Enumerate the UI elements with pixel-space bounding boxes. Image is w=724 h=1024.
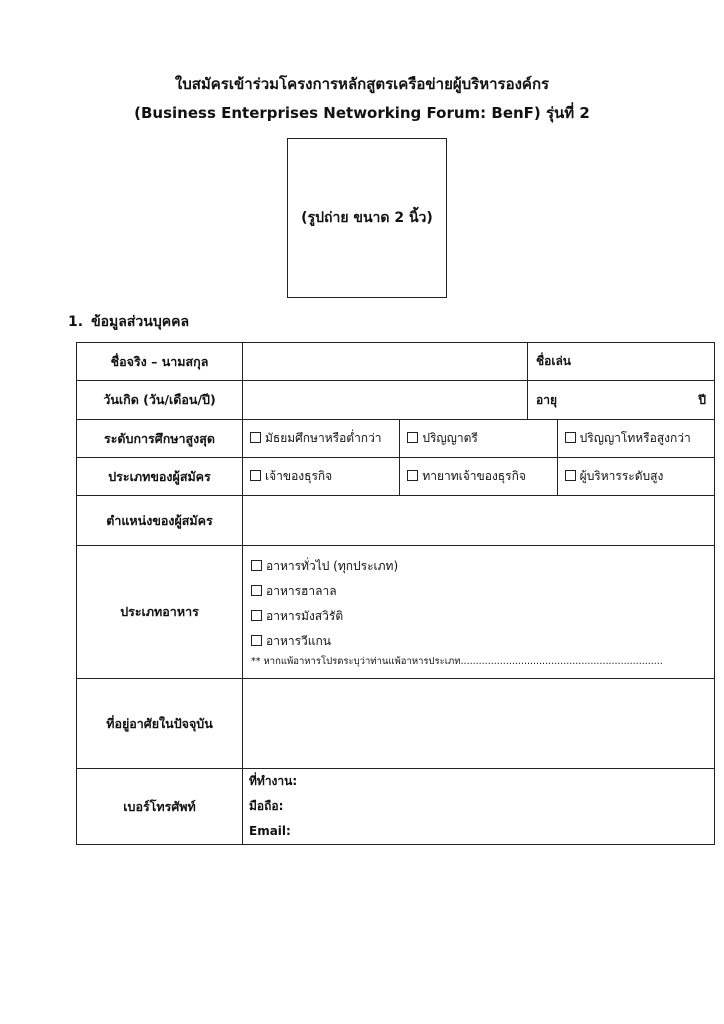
- table-row-name: [77, 343, 715, 381]
- photo-placeholder[interactable]: [287, 138, 447, 298]
- table-row-position: [77, 496, 715, 546]
- table-row-address: [77, 679, 715, 769]
- table-row-food: [77, 546, 715, 679]
- applicant-type-label: ประเภทของผู้สมัคร: [77, 458, 243, 496]
- education-option-master[interactable]: ปริญญาโทหรือสูงกว่า: [557, 420, 714, 457]
- checkbox-icon[interactable]: [251, 560, 262, 571]
- table-row-dob: [77, 381, 715, 420]
- checkbox-icon[interactable]: [251, 610, 262, 621]
- checkbox-icon[interactable]: [565, 470, 576, 481]
- education-options: [243, 420, 715, 458]
- section-heading: [68, 311, 189, 333]
- education-label: ระดับการศึกษาสูงสุด: [77, 420, 243, 458]
- name-label: ชื่อจริง – นามสกุล: [77, 343, 243, 381]
- section-title: ข้อมูลส่วนบุคคล: [91, 314, 190, 330]
- table-row-phone: [77, 769, 715, 845]
- checkbox-icon[interactable]: [251, 635, 262, 646]
- checkbox-icon[interactable]: [250, 470, 261, 481]
- food-option-vegetarian[interactable]: อาหารมังสวิรัติ: [251, 604, 706, 629]
- form-subtitle: (Business Enterprises Networking Forum: BenF) รุ่นที่ 2: [134, 104, 590, 122]
- nickname-field[interactable]: [528, 343, 715, 381]
- education-option-bachelor[interactable]: ปริญญาตรี: [399, 420, 556, 457]
- food-label: ประเภทอาหาร: [77, 546, 243, 679]
- food-option-general[interactable]: อาหารทั่วไป (ทุกประเภท): [251, 554, 706, 579]
- phone-label: เบอร์โทรศัพท์: [77, 769, 243, 845]
- checkbox-icon[interactable]: [565, 432, 576, 443]
- photo-label: (รูปถ่าย ขนาด 2 นิ้ว): [301, 210, 433, 226]
- name-field[interactable]: [243, 343, 528, 381]
- address-field[interactable]: [243, 679, 715, 769]
- work-phone-field[interactable]: ที่ทำงาน:: [249, 774, 298, 788]
- food-options: [243, 546, 715, 679]
- email-field[interactable]: Email:: [249, 824, 291, 838]
- education-option-secondary[interactable]: มัธยมศึกษาหรือต่ำกว่า: [243, 420, 399, 457]
- table-row-applicant-type: [77, 458, 715, 496]
- applicant-option-owner[interactable]: เจ้าของธุรกิจ: [243, 458, 399, 495]
- age-unit: ปี: [698, 392, 706, 407]
- applicant-option-heir[interactable]: ทายาทเจ้าของธุรกิจ: [399, 458, 556, 495]
- applicant-type-options: [243, 458, 715, 496]
- personal-info-table: [76, 342, 715, 845]
- age-field[interactable]: [528, 381, 715, 420]
- section-number: 1.: [68, 314, 84, 330]
- applicant-option-executive[interactable]: ผู้บริหารระดับสูง: [557, 458, 714, 495]
- checkbox-icon[interactable]: [407, 470, 418, 481]
- food-option-halal[interactable]: อาหารฮาลาล: [251, 579, 706, 604]
- checkbox-icon[interactable]: [250, 432, 261, 443]
- food-option-vegan[interactable]: อาหารวีแกน: [251, 629, 706, 654]
- age-label: อายุ: [536, 392, 557, 407]
- nickname-label: ชื่อเล่น: [536, 354, 572, 368]
- dob-field[interactable]: [243, 381, 528, 420]
- phone-fields: [243, 769, 715, 845]
- checkbox-icon[interactable]: [407, 432, 418, 443]
- form-title: ใบสมัครเข้าร่วมโครงการหลักสูตรเครือข่ายผู้บริหารองค์กร: [174, 75, 550, 93]
- table-row-education: [77, 420, 715, 458]
- mobile-phone-field[interactable]: มือถือ:: [249, 799, 284, 813]
- address-label: ที่อยู่อาศัยในปัจจุบัน: [77, 679, 243, 769]
- position-label: ตำแหน่งของผู้สมัคร: [77, 496, 243, 546]
- dob-label: วันเกิด (วัน/เดือน/ปี): [77, 381, 243, 420]
- checkbox-icon[interactable]: [251, 585, 262, 596]
- position-field[interactable]: [243, 496, 715, 546]
- food-allergy-note[interactable]: ** หากแพ้อาหารโปรดระบุว่าท่านแพ้อาหารประเภท...................................................................: [251, 656, 663, 667]
